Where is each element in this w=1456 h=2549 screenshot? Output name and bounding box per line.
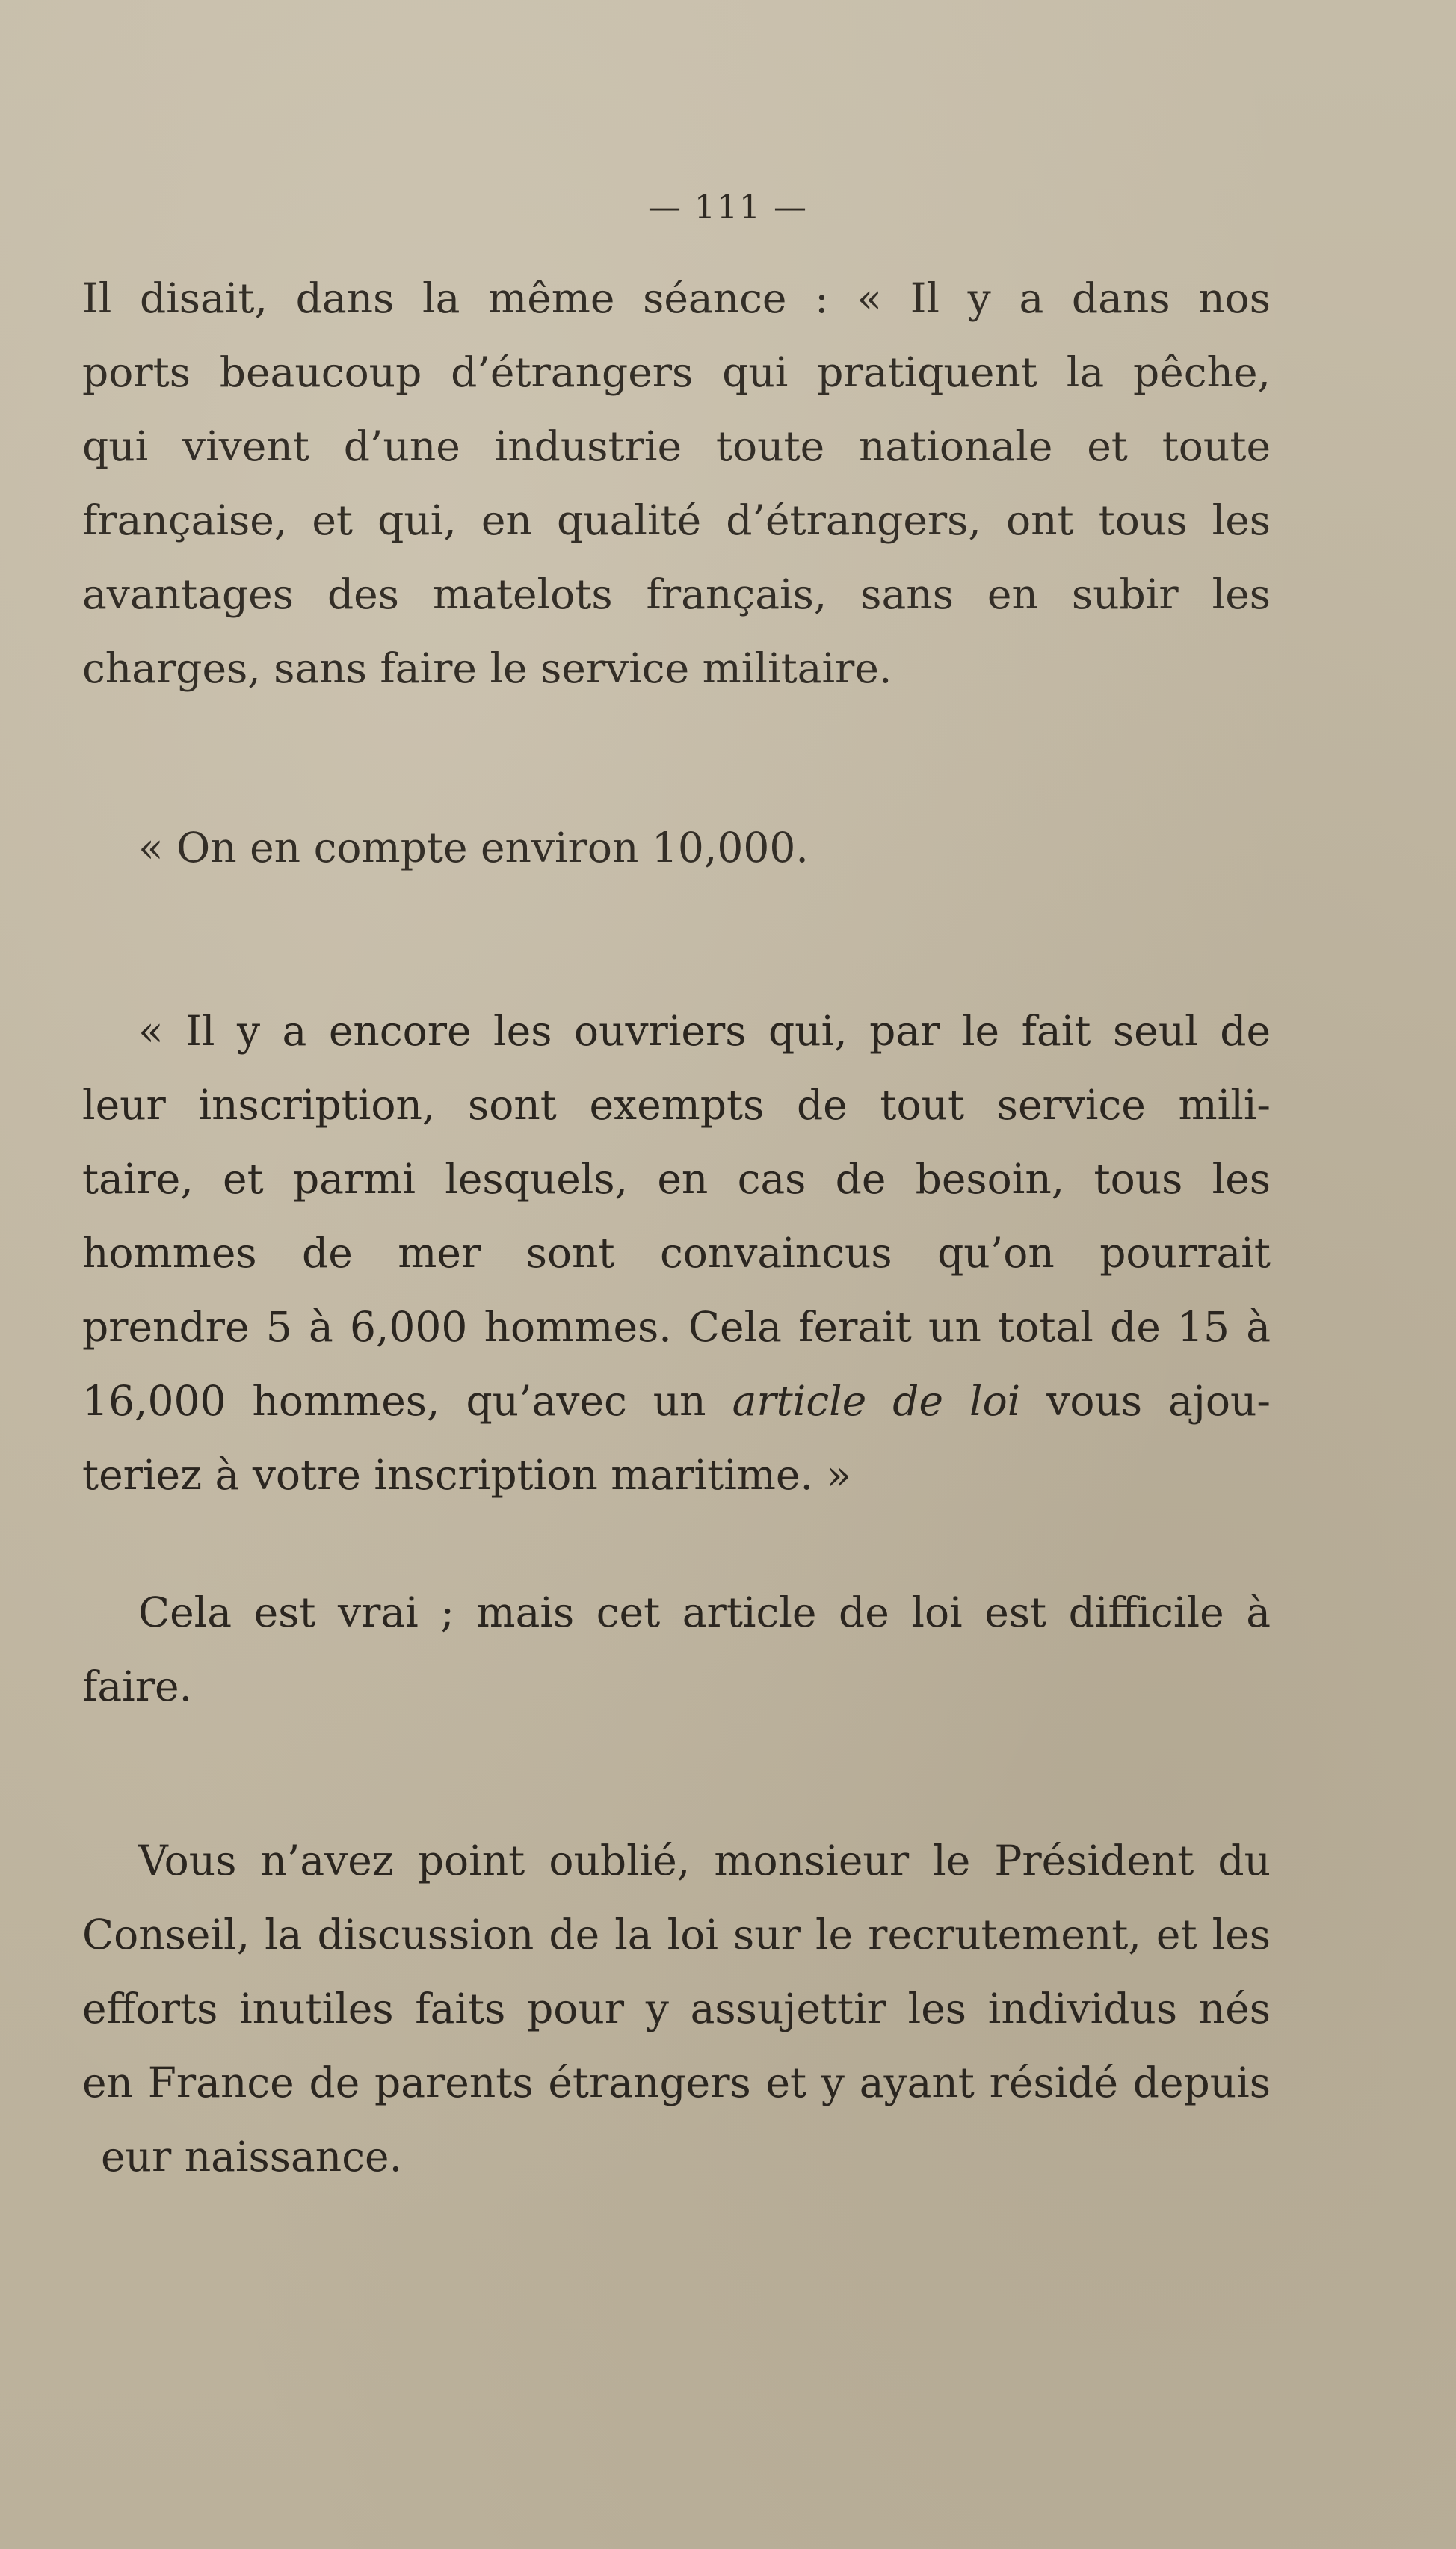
text-line: hommes de mer sont convaincus qu’on pourrait [82, 1229, 1271, 1277]
paragraph-1 [82, 262, 1271, 706]
text-line-with-italic [82, 1364, 1271, 1438]
text-line: Conseil, la discussion de la loi sur le recrutement, et les [82, 1911, 1271, 1958]
text-line: eur naissance. [101, 2133, 403, 2180]
text-line: « Il y a encore les ouvriers qui, par le fait seul de [138, 1007, 1271, 1055]
text-line: avantages des matelots français, sans en subir les [82, 570, 1271, 618]
text-line: ports beaucoup d’étrangers qui pratiquent la pêche, [82, 348, 1271, 396]
text-line: Il disait, dans la même séance : « Il y a dans nos [82, 274, 1271, 322]
text-line: Cela est vrai ; mais cet article de loi est difficile à [138, 1588, 1271, 1636]
text-line: qui vivent d’une industrie toute nationale et toute [82, 422, 1271, 470]
text-line: efforts inutiles faits pour y assujettir les individus nés [82, 1985, 1271, 2032]
text-line: Vous n’avez point oublié, monsieur le Président du [138, 1837, 1271, 1884]
paragraph-3 [82, 994, 1271, 1512]
text-line: leur inscription, sont exempts de tout service mili- [82, 1081, 1271, 1129]
page-number: — 111 — [648, 188, 808, 226]
paragraph-4 [82, 1576, 1271, 1724]
text-line: teriez à votre inscription maritime. » [82, 1451, 852, 1499]
text-fragment: vous ajou- [1046, 1377, 1271, 1425]
text-line: taire, et parmi lesquels, en cas de besoin, tous les [82, 1155, 1271, 1203]
text-fragment: 16,000 hommes, qu’avec un [82, 1377, 706, 1425]
text-line: charges, sans faire le service militaire. [82, 644, 892, 692]
text-line: en France de parents étrangers et y ayant résidé depuis [82, 2059, 1271, 2106]
paragraph-5 [82, 1824, 1271, 2194]
text-line: « On en compte environ 10,000. [138, 824, 809, 872]
paragraph-2 [82, 811, 1271, 885]
text-line: française, et qui, en qualité d’étrangers, ont tous les [82, 496, 1271, 544]
text-line: faire. [82, 1662, 193, 1710]
italic-phrase: article de loi [732, 1377, 1021, 1425]
text-line: prendre 5 à 6,000 hommes. Cela ferait un total de 15 à [82, 1303, 1271, 1351]
